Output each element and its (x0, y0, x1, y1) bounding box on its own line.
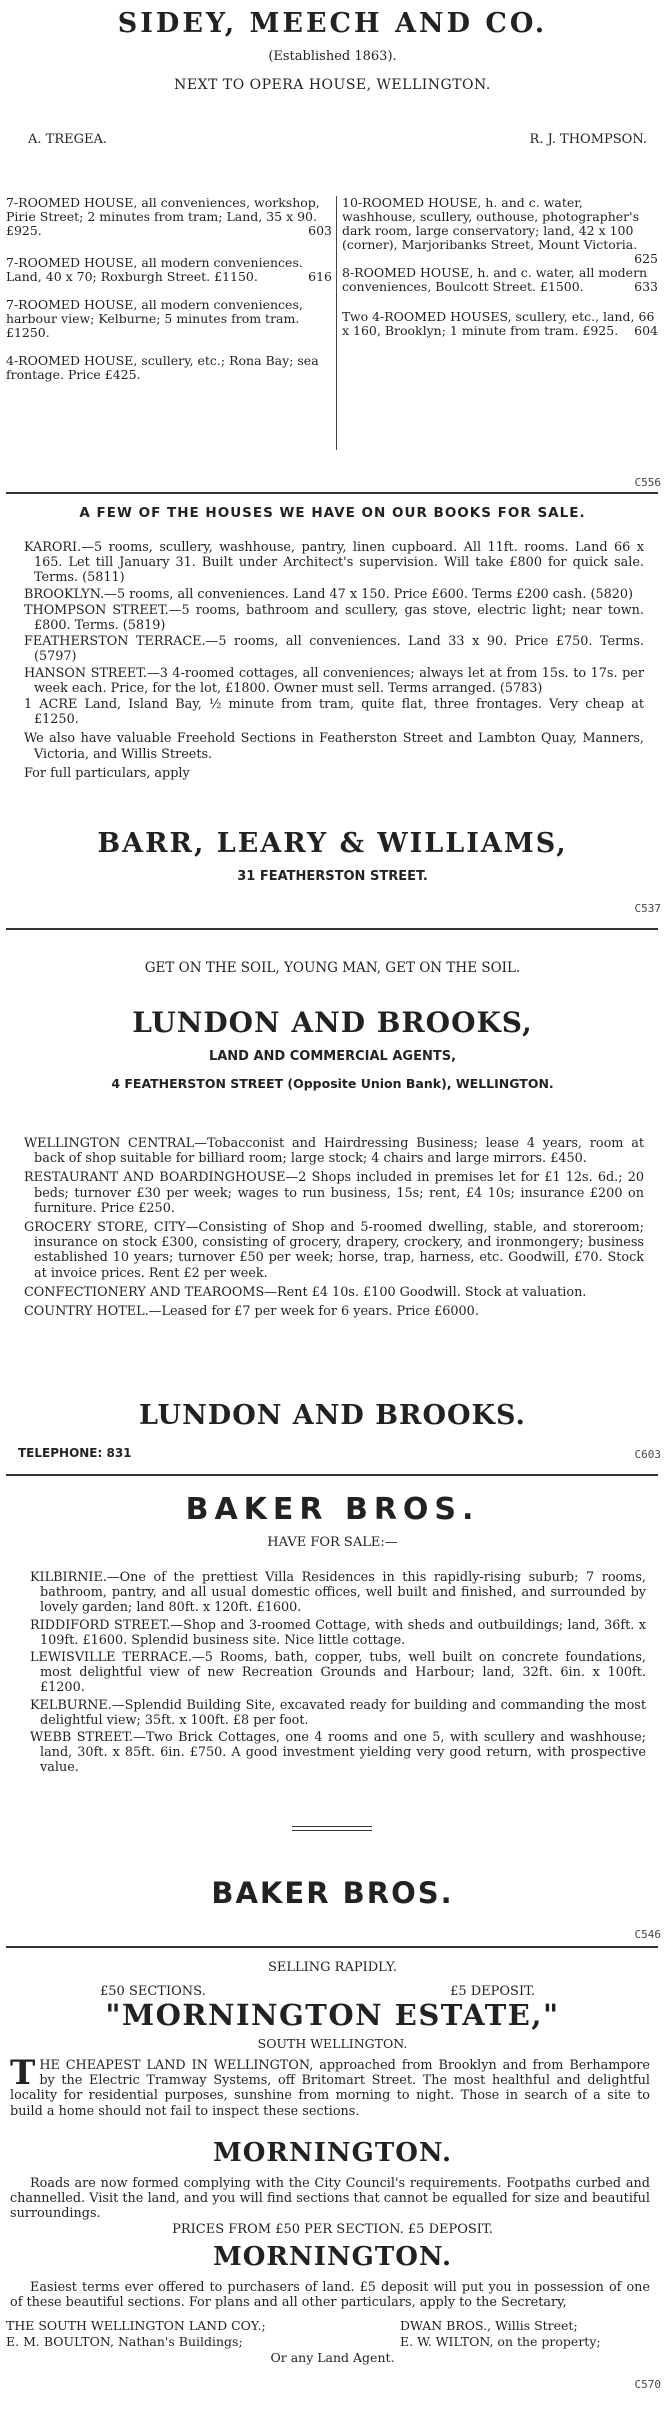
list-item: KARORI.—5 rooms, scullery, washhouse, pantry, linen cupboard. All 11ft. rooms. Land 66 x 165. Let till January 31. Built under Architect's supervision. Will take £800 for quick sale. Terms. (5811) (24, 540, 644, 586)
short-rule (292, 1830, 372, 1831)
lundon-footer-firm: LUNDON AND BROOKS. (139, 1400, 526, 1431)
list-item: COUNTRY HOTEL.—Leased for £7 per week for 6 years. Price £6000. (24, 1304, 479, 1320)
mornington-heading2: MORNINGTON. (212, 2138, 453, 2168)
list-item: Two 4-ROOMED HOUSES, scullery, etc., land, 66 x 160, Brooklyn; 1 minute from tram. £925. 604 (342, 309, 658, 338)
mornington-prices: PRICES FROM £50 PER SECTION. £5 DEPOSIT. (172, 2222, 493, 2237)
sidey-partner-right: R. J. THOMPSON. (529, 132, 647, 147)
list-item: BROOKLYN.—5 rooms, all conveniences. Land 47 x 150. Price £600. Terms £200 cash. (5820) (24, 586, 634, 602)
list-item: 8-ROOMED HOUSE, h. and c. water, all modern conveniences, Boulcott Street. £1500. 633 (342, 265, 658, 294)
mornington-selling: SELLING RAPIDLY. (267, 1960, 397, 1975)
mornington-title: "MORNINGTON ESTATE," (105, 1998, 560, 2032)
list-item: 1 ACRE Land, Island Bay, ½ minute from tram, quite flat, three frontages. Very cheap at £1250. (24, 697, 644, 728)
list-item: GROCERY STORE, CITY—Consisting of Shop and 5-roomed dwelling, stable, and storeroom; insurance on stock £300, consisting of grocery, drapery, crockery, and ironmongery; business established 10 years; turnover £50 per week; horse, trap, harness, etc. Goodwill, £70. Stock at invoice prices. Rent £2 per week. (24, 1220, 644, 1281)
sidey-ref: C556 (634, 476, 661, 489)
lundon-listings (24, 1136, 644, 1320)
mornington-sections: £50 SECTIONS. (100, 1984, 206, 1999)
barr-heading: A FEW OF THE HOUSES WE HAVE ON OUR BOOKS FOR SALE. (79, 505, 586, 521)
sidey-established: (Established 1863). (268, 49, 397, 64)
sidey-address: NEXT TO OPERA HOUSE, WELLINGTON. (174, 77, 491, 93)
mornington-agent3: E. W. WILTON, on the property; (400, 2334, 601, 2349)
short-rule (292, 1826, 372, 1827)
lundon-slogan: GET ON THE SOIL, YOUNG MAN, GET ON THE SOIL. (144, 960, 521, 976)
barr-also: We also have valuable Freehold Sections in Featherston Street and Lambton Quay, Manners, Victoria, and Willis Streets. (24, 731, 644, 762)
mornington-para1-block (10, 2053, 650, 2119)
mornington-heading2-block (0, 2138, 665, 2168)
baker-footer-title: BAKER BROS. (211, 1876, 454, 1910)
barr-listings (24, 540, 644, 782)
baker-footer (0, 1876, 665, 1910)
list-item: FEATHERSTON TERRACE.—5 rooms, all conveniences. Land 33 x 90. Price £750. Terms. (5797) (24, 634, 644, 665)
barr-firm: BARR, LEARY & WILLIAMS, (97, 828, 568, 859)
mornington-para3: Easiest terms ever offered to purchasers of land. £5 deposit will put you in possession of one of these beautiful sections. For plans and all other particulars, apply to the Secretary, (10, 2280, 650, 2311)
sidey-partner-left: A. TREGEA. (28, 132, 107, 147)
mornington-any-agent: Or any Land Agent. (270, 2350, 395, 2365)
baker-ref: C546 (634, 1928, 661, 1941)
mornington-header (0, 1998, 665, 2051)
baker-header (0, 1492, 665, 1550)
barr-ref: C537 (634, 902, 661, 915)
mornington-location: SOUTH WELLINGTON. (257, 2036, 408, 2051)
list-item: WELLINGTON CENTRAL—Tobacconist and Hairdressing Business; lease 4 years, room at back of shop suitable for billiard room; large stock; 4 chairs and large mirrors. £450. (24, 1136, 644, 1167)
mornington-dropcap: T (10, 2053, 36, 2093)
list-item: HANSON STREET.—3 4-roomed cottages, all conveniences; always let at from 15s. to 17s. per week each. Price, for the lot, £1800. Owner must sell. Terms arranged. (5783) (24, 665, 644, 696)
lundon-telephone: TELEPHONE: 831 (18, 1446, 132, 1460)
mornington-company: THE SOUTH WELLINGTON LAND COY.; (6, 2318, 266, 2333)
sidey-header (0, 8, 665, 93)
mornington-para1: HE CHEAPEST LAND IN WELLINGTON, approached from Brooklyn and from Berhampore by the Electric Tramway Systems, off Britomart Street. The most healthful and delightful locality for residential purposes, sunshine from morning to night. Those in search of a site to build a home should not fail to inspect these sections. (10, 2058, 650, 2119)
sidey-title: SIDEY, MEECH AND CO. (117, 8, 548, 39)
mornington-deposit: £5 DEPOSIT. (450, 1984, 535, 1999)
barr-particulars: For full particulars, apply (24, 765, 190, 781)
list-item: 7-ROOMED HOUSE, all modern conveniences, harbour view; Kelburne; 5 minutes from tram. £1250. (6, 297, 303, 340)
list-item: 7-ROOMED HOUSE, all modern conveniences. Land, 40 x 70; Roxburgh Street. £1150. 616 (6, 255, 332, 284)
lundon-firm: LUNDON AND BROOKS, (132, 1006, 533, 1039)
sidey-left-column (6, 196, 332, 382)
list-item: RESTAURANT AND BOARDINGHOUSE—2 Shops included in premises let for £1 12s. 6d.; 20 beds; turnover £30 per week; wages to run business, 15s; rent, £4 10s; insurance £200 on furniture. Price £250. (24, 1170, 644, 1216)
baker-listings (30, 1570, 646, 1777)
divider (6, 928, 658, 930)
mornington-para2: Roads are now formed complying with the City Council's requirements. Footpaths curbed and channelled. Visit the land, and you will find sections that cannot be equalled for size and beautiful surroundings. (10, 2176, 650, 2222)
lundon-footer (0, 1400, 665, 1431)
baker-title: BAKER BROS. (185, 1492, 480, 1527)
mornington-agent1: DWAN BROS., Willis Street; (400, 2318, 578, 2333)
list-item: THOMPSON STREET.—5 rooms, bathroom and scullery, gas stove, electric light; near town. £800. Terms. (5819) (24, 602, 644, 634)
sidey-right-column (342, 196, 658, 338)
column-divider (336, 196, 337, 450)
mornington-agent2: E. M. BOULTON, Nathan's Buildings; (6, 2334, 243, 2349)
divider (6, 1946, 658, 1948)
barr-address: 31 FEATHERSTON STREET. (237, 869, 428, 884)
list-item: LEWISVILLE TERRACE.—5 Rooms, bath, copper, tubs, well built on concrete foundations, most delightful view of new Recreation Grounds and Harbour; land, 32ft. 6in. x 100ft. £1200. (30, 1650, 646, 1696)
divider (6, 492, 658, 494)
mornington-ref: C570 (634, 2378, 661, 2391)
list-item: KILBIRNIE.—One of the prettiest Villa Residences in this rapidly-rising suburb; 7 rooms, bathroom, pantry, and all usual domestic offices, well built and finished, and surrounded by lovely garden; land 80ft. x 120ft. £1600. (30, 1570, 646, 1616)
list-item: 4-ROOMED HOUSE, scullery, etc.; Rona Bay; sea frontage. Price £425. (6, 353, 319, 382)
divider (6, 1474, 658, 1476)
list-item: 10-ROOMED HOUSE, h. and c. water, washhouse, scullery, outhouse, photographer's dark room, large conservatory; land, 42 x 100 (corner), Marjoribanks Street, Mount Victoria. 625 (342, 195, 658, 266)
lundon-ref: C603 (634, 1448, 661, 1461)
list-item: 7-ROOMED HOUSE, all conveniences, workshop, Pirie Street; 2 minutes from tram; Land, 35 x 90. £925. 603 (6, 195, 332, 238)
lundon-address: 4 FEATHERSTON STREET (Opposite Union Bank), WELLINGTON. (111, 1076, 554, 1091)
barr-footer (0, 828, 665, 884)
list-item: KELBURNE.—Splendid Building Site, excavated ready for building and commanding the most delightful view; 35ft. x 100ft. £8 per foot. (30, 1697, 646, 1728)
mornington-heading3: MORNINGTON. (212, 2242, 453, 2272)
lundon-header (0, 960, 665, 1091)
list-item: CONFECTIONERY AND TEAROOMS—Rent £4 10s. £100 Goodwill. Stock at valuation. (24, 1284, 587, 1300)
barr-heading-block (0, 505, 665, 521)
mornington-heading3-block (0, 2242, 665, 2272)
list-item: RIDDIFORD STREET.—Shop and 3-roomed Cottage, with sheds and outbuildings; land, 36ft. x 109ft. £1600. Splendid business site. Nice little cottage. (30, 1617, 646, 1648)
baker-for-sale: HAVE FOR SALE:— (267, 1535, 398, 1550)
list-item: WEBB STREET.—Two Brick Cottages, one 4 rooms and one 5, with scullery and washhouse; land, 30ft. x 85ft. 6in. £750. A good investment yielding very good return, with prospective value. (30, 1730, 646, 1776)
lundon-subtitle: LAND AND COMMERCIAL AGENTS, (208, 1049, 457, 1064)
